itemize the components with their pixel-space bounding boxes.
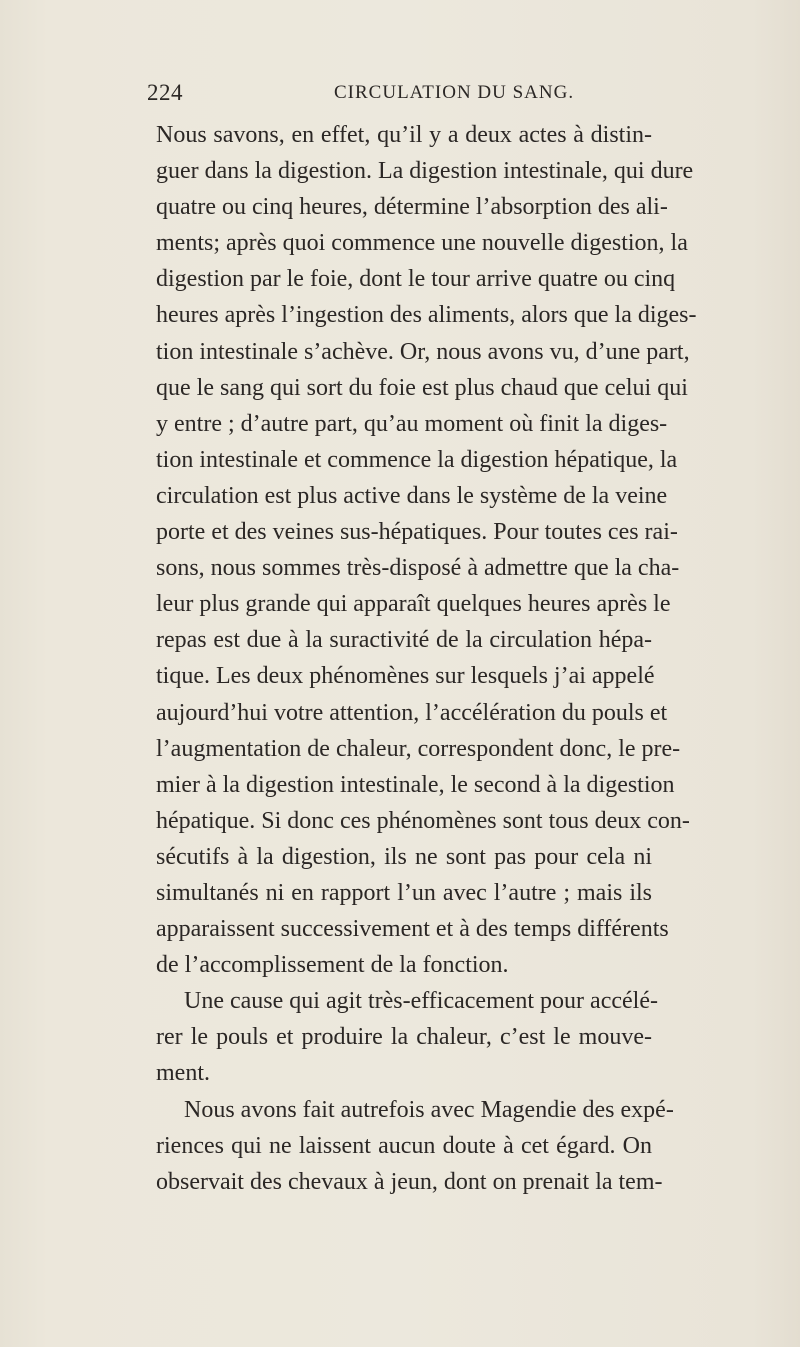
- body-text: [156, 117, 697, 1200]
- text-line: tique. Les deux phénomènes sur lesquels j’ai appelé: [156, 663, 655, 690]
- text-line: Une cause qui agit très-efficacement pour accélé-: [184, 988, 658, 1015]
- text-line: porte et des veines sus-hépatiques. Pour toutes ces rai-: [156, 519, 678, 546]
- text-line: quatre ou cinq heures, détermine l’absorption des ali-: [156, 194, 668, 221]
- text-line: ment.: [156, 1060, 210, 1087]
- text-line: y entre ; d’autre part, qu’au moment où finit la diges-: [156, 410, 668, 437]
- text-line: aujourd’hui votre attention, l’accélération du pouls et: [156, 699, 668, 726]
- text-line: hépatique. Si donc ces phénomènes sont tous deux con-: [156, 807, 690, 834]
- text-line: tion intestinale s’achève. Or, nous avons vu, d’une part,: [156, 338, 690, 365]
- text-line: Nous avons fait autrefois avec Magendie des expé-: [184, 1096, 674, 1123]
- text-line: que le sang qui sort du foie est plus chaud que celui qui: [156, 374, 688, 401]
- text-line: de l’accomplissement de la fonction.: [156, 952, 509, 979]
- text-line: apparaissent successivement et à des temps différents: [156, 916, 669, 943]
- running-head-title: CIRCULATION DU SANG.: [334, 82, 575, 103]
- text-line: observait des chevaux à jeun, dont on prenait la tem-: [156, 1168, 663, 1195]
- text-line: ments; après quoi commence une nouvelle digestion, la: [156, 230, 688, 257]
- text-line: sécutifs à la digestion, ils ne sont pas pour cela ni: [156, 843, 652, 870]
- text-line: mier à la digestion intestinale, le second à la digestion: [156, 771, 675, 798]
- text-line: circulation est plus active dans le système de la veine: [156, 482, 668, 509]
- text-line: leur plus grande qui apparaît quelques heures après le: [156, 591, 671, 618]
- running-head: [147, 80, 652, 110]
- text-line: repas est due à la suractivité de la circulation hépa-: [156, 627, 652, 654]
- text-line: digestion par le foie, dont le tour arrive quatre ou cinq: [156, 266, 676, 293]
- text-line: l’augmentation de chaleur, correspondent donc, le pre-: [156, 735, 681, 762]
- text-line: riences qui ne laissent aucun doute à cet égard. On: [156, 1132, 652, 1159]
- text-line: rer le pouls et produire la chaleur, c’est le mouve-: [156, 1024, 652, 1051]
- text-line: heures après l’ingestion des aliments, alors que la diges-: [156, 302, 697, 329]
- text-line: tion intestinale et commence la digestion hépatique, la: [156, 446, 678, 473]
- text-line: Nous savons, en effet, qu’il y a deux actes à distin-: [156, 122, 652, 148]
- text-line: guer dans la digestion. La digestion intestinale, qui dure: [156, 158, 694, 185]
- text-line: simultanés ni en rapport l’un avec l’autre ; mais ils: [156, 879, 652, 906]
- page-number: 224: [147, 80, 183, 105]
- text-line: sons, nous sommes très-disposé à admettre que la cha-: [156, 555, 680, 582]
